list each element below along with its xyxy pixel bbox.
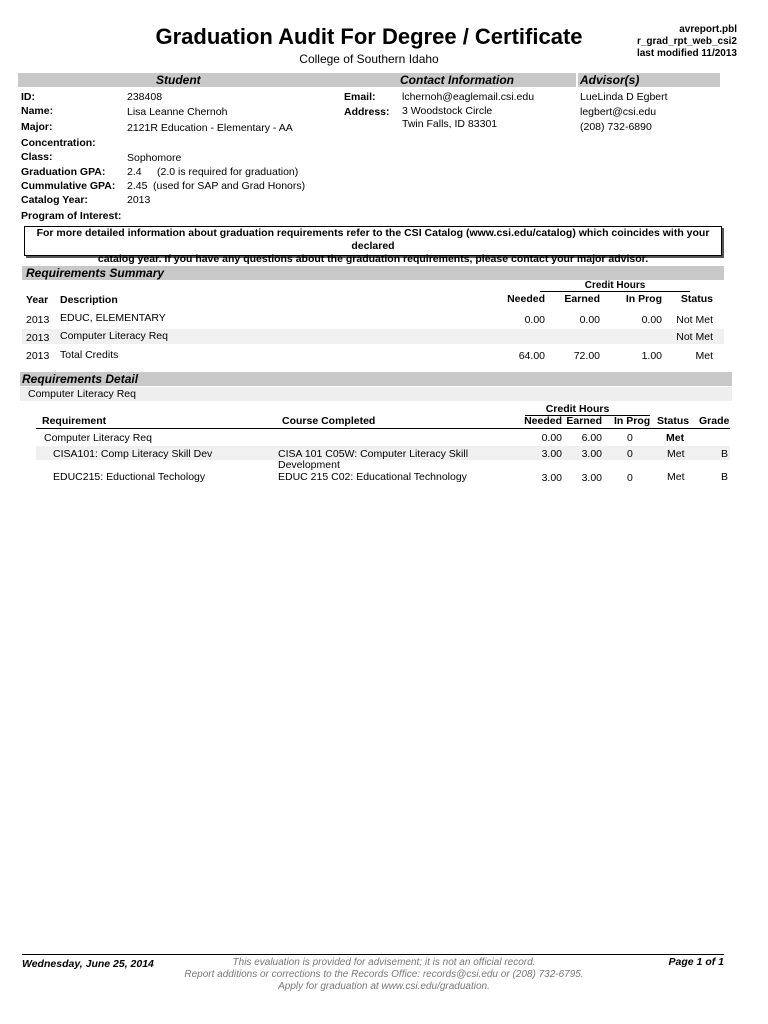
detail-credit-hours-label: Credit Hours xyxy=(545,403,610,415)
detail-needed: 3.00 xyxy=(541,472,562,484)
email-label: Email: xyxy=(344,91,376,103)
student-heading: Student xyxy=(156,73,201,87)
advisor-phone: (208) 732-6890 xyxy=(580,121,652,133)
detail-col-grade: Grade xyxy=(699,415,730,427)
summary-needed: 0.00 xyxy=(524,314,545,326)
detail-req: CISA101: Comp Literacy Skill Dev xyxy=(53,448,213,460)
detail-earned: 3.00 xyxy=(581,448,602,460)
footer-disclaimer xyxy=(0,957,768,993)
detail-col-inprog: In Prog xyxy=(614,415,651,427)
summary-status: Met xyxy=(695,350,713,362)
notice-line-1: For more detailed information about graduation requirements refer to the CSI Catalog (www.csi.edu/catalog) which coincides with your declared xyxy=(36,227,710,252)
cum-gpa-note: (used for SAP and Grad Honors) xyxy=(153,180,306,192)
catalog-notice xyxy=(24,226,722,265)
summary-inprog: 1.00 xyxy=(641,350,662,362)
page-number: Page 1 of 1 xyxy=(668,956,724,968)
summary-desc: Computer Literacy Req xyxy=(60,330,168,342)
footer-rule xyxy=(22,954,724,955)
program-label: Program of Interest: xyxy=(21,210,122,222)
detail-heading: Requirements Detail xyxy=(22,372,139,386)
detail-earned: 3.00 xyxy=(581,472,602,484)
detail-parent-earned: 6.00 xyxy=(581,432,602,444)
summary-col-status: Status xyxy=(680,293,713,305)
summary-status: Not Met xyxy=(676,314,713,326)
detail-parent-status: Met xyxy=(666,432,685,444)
student-major: 2121R Education - Elementary - AA xyxy=(127,122,293,134)
detail-inprog: 0 xyxy=(627,448,633,460)
footer-line-1: This evaluation is provided for advisement; it is not an official record. xyxy=(232,957,536,968)
advisor-heading: Advisor(s) xyxy=(580,73,640,87)
last-modified: last modified 11/2013 xyxy=(636,48,737,59)
summary-earned: 72.00 xyxy=(573,350,600,362)
report-file: avreport.pbl xyxy=(679,24,737,35)
detail-col-req: Requirement xyxy=(42,415,107,427)
detail-parent-req: Computer Literacy Req xyxy=(44,432,152,444)
summary-earned: 0.00 xyxy=(579,314,600,326)
notice-line-2: catalog year. If you have any questions about the graduation requirements, please contact your major advisor. xyxy=(97,253,649,265)
student-class: Sophomore xyxy=(127,152,182,164)
summary-needed: 64.00 xyxy=(518,350,545,362)
grad-gpa-label: Graduation GPA: xyxy=(21,166,106,178)
footer-date: Wednesday, June 25, 2014 xyxy=(22,958,154,970)
report-id: r_grad_rpt_web_csi2 xyxy=(636,36,737,47)
advisor-email: legbert@csi.edu xyxy=(580,106,657,118)
footer-line-3: Apply for graduation at www.csi.edu/graduation. xyxy=(278,981,490,992)
detail-status: Met xyxy=(667,471,685,483)
student-email: lchernoh@eaglemail.csi.edu xyxy=(402,91,535,103)
detail-col-course: Course Completed xyxy=(282,415,376,427)
summary-year: 2013 xyxy=(26,332,50,344)
summary-inprog: 0.00 xyxy=(641,314,662,326)
summary-col-inprog: In Prog xyxy=(625,293,662,305)
major-label: Major: xyxy=(21,121,53,133)
student-id: 238408 xyxy=(127,91,163,103)
name-label: Name: xyxy=(21,105,54,117)
detail-course: CISA 101 C05W: Computer Literacy Skill xyxy=(278,448,469,460)
advisor-name: LueLinda D Egbert xyxy=(580,91,668,103)
page-title: Graduation Audit For Degree / Certificate xyxy=(155,24,583,49)
id-label: ID: xyxy=(21,91,35,103)
grad-gpa: 2.4 xyxy=(127,166,142,178)
detail-col-needed: Needed xyxy=(524,415,562,427)
report-meta xyxy=(637,24,737,60)
detail-req: EDUC215: Eductional Techology xyxy=(53,471,206,483)
summary-desc: Total Credits xyxy=(60,349,119,361)
concentration-label: Concentration: xyxy=(21,137,96,149)
cum-gpa-label: Cummulative GPA: xyxy=(21,180,116,192)
detail-col-status: Status xyxy=(657,415,690,427)
detail-parent-needed: 0.00 xyxy=(541,432,562,444)
summary-col-year: Year xyxy=(26,294,49,306)
student-name: Lisa Leanne Chernoh xyxy=(127,106,228,118)
grad-gpa-note: (2.0 is required for graduation) xyxy=(157,166,299,178)
summary-col-earned: Earned xyxy=(564,293,600,305)
summary-col-needed: Needed xyxy=(507,293,545,305)
detail-status: Met xyxy=(667,448,685,460)
detail-inprog: 0 xyxy=(627,472,633,484)
detail-parent-inprog: 0 xyxy=(627,432,633,444)
detail-grade: B xyxy=(721,471,729,483)
address-label: Address: xyxy=(344,106,390,118)
summary-credit-hours-label: Credit Hours xyxy=(584,280,646,291)
summary-col-desc: Description xyxy=(60,294,118,306)
catalog-year: 2013 xyxy=(127,194,151,206)
summary-status: Not Met xyxy=(676,331,713,343)
detail-header-rule xyxy=(36,428,730,429)
contact-heading: Contact Information xyxy=(400,73,514,87)
detail-course: EDUC 215 C02: Educational Technology xyxy=(278,471,467,483)
catalog-label: Catalog Year: xyxy=(21,194,88,206)
summary-credit-rule xyxy=(540,291,690,292)
class-label: Class: xyxy=(21,151,53,163)
detail-col-earned: Earned xyxy=(566,415,602,427)
detail-grade: B xyxy=(721,448,729,460)
college-name: College of Southern Idaho xyxy=(299,52,439,66)
summary-year: 2013 xyxy=(26,314,50,326)
detail-group-name: Computer Literacy Req xyxy=(28,388,136,400)
summary-year: 2013 xyxy=(26,350,50,362)
summary-heading: Requirements Summary xyxy=(26,266,165,280)
detail-needed: 3.00 xyxy=(541,448,562,460)
footer-line-2: Report additions or corrections to the Records Office: records@csi.edu or (208) 732-6795. xyxy=(184,969,584,980)
address-line-2: Twin Falls, ID 83301 xyxy=(402,118,498,130)
detail-course-cont: Development xyxy=(278,459,340,471)
summary-desc: EDUC, ELEMENTARY xyxy=(60,312,166,324)
address-line-1: 3 Woodstock Circle xyxy=(402,105,493,117)
cum-gpa: 2.45 xyxy=(127,180,148,192)
bar-divider xyxy=(576,73,578,87)
